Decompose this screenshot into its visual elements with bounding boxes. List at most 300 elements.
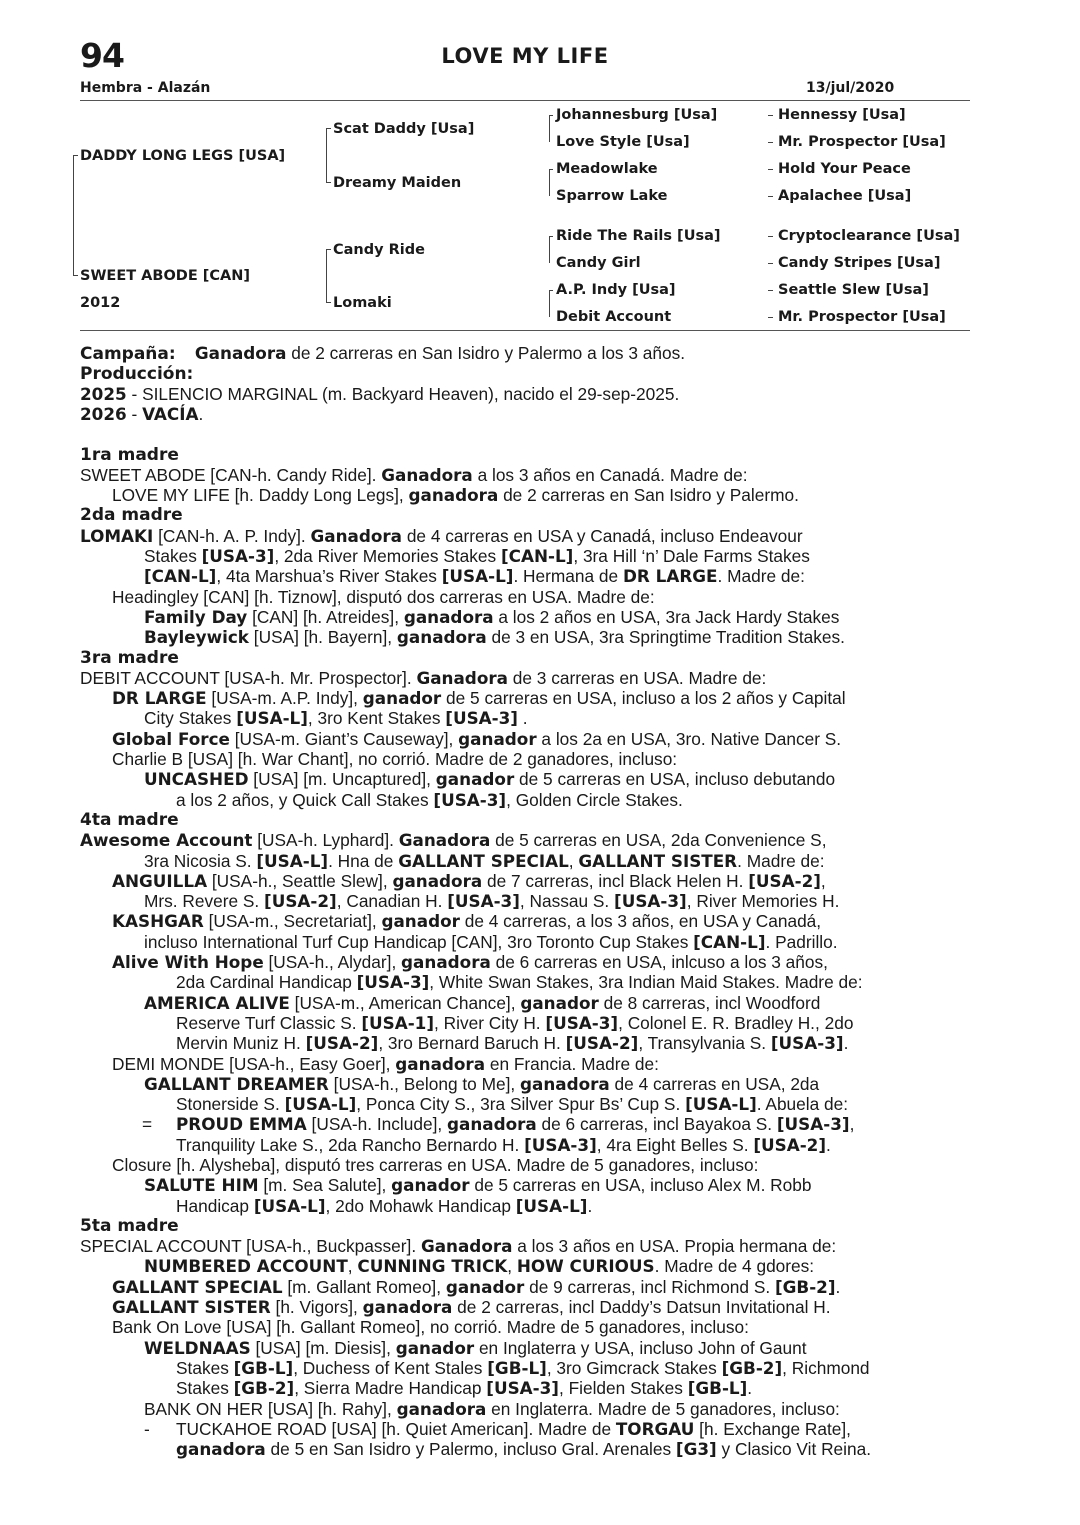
section-2da-madre: 2da madre	[80, 505, 183, 526]
text-span: Stakes	[144, 546, 202, 567]
text-span: [USA-h. Include],	[306, 1114, 447, 1135]
bold-text: [USA-L]	[515, 1195, 588, 1216]
bold-text: [USA-L]	[441, 566, 514, 587]
text-span: [USA-m. A.P. Indy],	[206, 688, 363, 709]
bold-text: [G3]	[675, 1439, 717, 1460]
text-line	[80, 546, 975, 566]
bold-text: LOMAKI	[80, 525, 154, 546]
text-span: Mervin Muniz H.	[176, 1033, 306, 1054]
pedigree-top-rule	[80, 100, 970, 101]
marker: =	[142, 1114, 153, 1135]
text-span: [USA-h. Lyphard].	[252, 830, 399, 851]
text-line	[80, 668, 975, 688]
text-span: incluso International Turf Cup Handicap [CAN], 3ro Toronto Cup Stakes	[144, 931, 694, 952]
section-4ta-madre: 4ta madre	[80, 809, 179, 830]
text-span: LOVE MY LIFE [h. Daddy Long Legs],	[112, 485, 409, 506]
bold-text: [USA-L]	[284, 1094, 357, 1115]
foaling-year: 2012	[80, 295, 121, 311]
text-line	[80, 1175, 975, 1195]
text-span: [CAN-h. A. P. Indy].	[153, 525, 311, 546]
text-span: de 5 carreras en USA, incluso debutando	[514, 769, 836, 790]
text-span: de 5 carreras en USA, incluso a los 2 años y Capital	[441, 688, 846, 709]
dam-sire: Candy Ride	[333, 242, 425, 258]
text-span: Stakes	[176, 1357, 234, 1378]
g3-name: Love Style [Usa]	[556, 134, 690, 150]
text-line	[80, 1277, 975, 1297]
bold-text: [USA-3]	[524, 1134, 597, 1155]
production-2025	[80, 384, 975, 404]
bold-text: [USA-L]	[236, 708, 308, 729]
dash-mark	[768, 263, 773, 264]
bold-text: [USA-2]	[264, 891, 337, 912]
text-span: a los 2 años, y Quick Call Stakes	[176, 789, 434, 810]
text-span: ,	[347, 1256, 358, 1277]
text-line	[80, 1114, 975, 1134]
bold-text: ganadora	[396, 627, 487, 648]
text-span: , 3ra Hill ‘n’ Dale Farms Stakes	[573, 546, 810, 567]
bold-text: [GB-L]	[233, 1357, 294, 1378]
text-span: [USA] [m. Diesis],	[250, 1337, 396, 1358]
bold-text: ganadora	[401, 952, 491, 973]
bold-text: [USA-3]	[433, 789, 507, 810]
bold-text: PROUD EMMA	[176, 1114, 307, 1135]
text-line	[80, 790, 975, 810]
bracket-tick	[549, 290, 553, 291]
bold-text: CUNNING TRICK	[357, 1256, 508, 1277]
text-span: de 2 carreras en San Isidro y Palermo.	[498, 485, 799, 506]
bold-text: DR LARGE	[622, 566, 718, 587]
text-span: de 4 carreras en USA, 2da	[609, 1073, 820, 1094]
text-span: ,	[507, 1256, 517, 1277]
g3-name: Sparrow Lake	[556, 188, 668, 204]
text-line	[80, 1013, 975, 1033]
text-span: de 4 carreras, a los 3 años, en USA y Canadá,	[459, 911, 822, 932]
bracket-tick	[326, 249, 331, 250]
bold-text: ganador	[381, 911, 460, 932]
text-span: .	[835, 1276, 841, 1297]
pedigree-bottom-rule	[80, 330, 970, 331]
dash-mark	[768, 196, 773, 197]
bold-text: UNCASHED	[144, 769, 249, 790]
bold-text: ganadora	[403, 606, 494, 627]
bold-text: [GB-2]	[774, 1276, 836, 1297]
bold-text: [CAN-L]	[500, 546, 574, 567]
text-line	[80, 1256, 975, 1276]
text-span: Headingley [CAN] [h. Tiznow], disputó dos carreras en USA. Madre de:	[112, 586, 655, 607]
bold-text: Ganadora	[381, 464, 473, 485]
dash-mark	[768, 290, 773, 291]
text-span: Bank On Love [USA] [h. Gallant Romeo], no corrió. Madre de 5 ganadores, incluso:	[112, 1317, 749, 1338]
text-span: , Fielden Stakes	[558, 1378, 688, 1399]
catalog-text	[80, 343, 975, 1459]
text-span: [m. Sea Salute],	[258, 1175, 392, 1196]
text-span: de 5 carreras en USA, 2da Convenience S,	[490, 830, 827, 851]
text-line	[80, 1135, 975, 1155]
sex-color: Hembra - Alazán	[80, 80, 211, 96]
text-line	[80, 1196, 975, 1216]
bold-text: Ganadora	[416, 667, 508, 688]
gen3-bracket	[549, 169, 550, 196]
text-span: de 3 en USA, 3ra Springtime Tradition Stakes.	[486, 627, 845, 648]
g3-name: Ride The Rails [Usa]	[556, 228, 721, 244]
text-line	[80, 952, 975, 972]
bold-text: ganadora	[520, 1073, 610, 1094]
bold-text: [GB-L]	[487, 1357, 547, 1378]
gen2-bracket	[326, 249, 327, 302]
text-span: Tranquility Lake S., 2da Rancho Bernardo H.	[176, 1134, 525, 1155]
g4-name: Hennessy [Usa]	[778, 107, 906, 123]
bold-text: Family Day	[144, 606, 248, 627]
text-span: . Madre de:	[737, 850, 825, 871]
text-span: SPECIAL ACCOUNT [USA-h., Buckpasser].	[80, 1236, 421, 1257]
text-span: ,	[849, 1114, 855, 1135]
text-line	[80, 749, 975, 769]
campaign-label: Campaña:	[80, 344, 176, 364]
bold-text: Ganadora	[398, 830, 491, 851]
text-span: a los 3 años en Canadá. Madre de:	[472, 464, 748, 485]
text-span: de 3 carreras en USA. Madre de:	[507, 667, 767, 688]
text-line	[80, 708, 975, 728]
text-span: , Sierra Madre Handicap	[294, 1378, 487, 1399]
production-year: 2025	[80, 384, 127, 404]
text-span: , 2do Mohawk Handicap	[325, 1195, 516, 1216]
bold-text: [USA-L]	[685, 1094, 757, 1115]
text-line	[80, 1419, 975, 1439]
text-span: , Ponca City S., 3ra Silver Spur Bs’ Cup S.	[356, 1094, 686, 1115]
bold-text: [USA-L]	[253, 1195, 326, 1216]
text-line	[80, 1094, 975, 1114]
bold-text: [CAN-L]	[693, 931, 766, 952]
production-2026	[80, 404, 975, 424]
bold-text: ganadora	[446, 1114, 537, 1135]
marker: -	[144, 1418, 150, 1439]
text-span: [USA-m., American Chance],	[289, 992, 521, 1013]
text-span: , 2da River Memories Stakes	[274, 546, 501, 567]
bold-text: ganadora	[176, 1439, 266, 1460]
text-span: .	[826, 1134, 831, 1155]
g3-name: Meadowlake	[556, 161, 658, 177]
text-span: , Golden Circle Stakes.	[506, 789, 683, 810]
text-span: . Madre de:	[717, 566, 805, 587]
text-span: .	[747, 1378, 753, 1399]
bold-text: [USA-3]	[445, 708, 518, 729]
text-span: . Abuela de:	[756, 1094, 849, 1115]
text-span: .	[843, 1033, 849, 1054]
text-span: DEMI MONDE [USA-h., Easy Goer],	[112, 1053, 396, 1074]
g4-name: Apalachee [Usa]	[778, 188, 912, 204]
text-span: a los 2 años en USA, 3ra Jack Hardy Stakes	[493, 606, 840, 627]
dash-mark	[768, 115, 773, 116]
bold-text: SALUTE HIM	[144, 1175, 259, 1196]
text-line	[80, 485, 975, 505]
text-span: [USA-h., Alydar],	[263, 952, 402, 973]
text-span: Mrs. Revere S.	[144, 891, 265, 912]
production-label: Producción:	[80, 364, 194, 384]
text-span: Stonerside S.	[176, 1094, 285, 1115]
text-span: y Clasico Vit Reina.	[716, 1439, 872, 1460]
text-span: ,	[568, 850, 579, 871]
bold-text: [CAN-L]	[144, 566, 217, 587]
production-text: -	[126, 404, 143, 425]
bold-text: KASHGAR	[112, 911, 204, 932]
text-span: . Hermana de	[513, 566, 623, 587]
bold-text: ganadora	[362, 1297, 453, 1318]
campaign-line	[80, 343, 975, 364]
text-line	[80, 1236, 975, 1256]
bold-text: Alive With Hope	[112, 952, 264, 973]
text-line	[80, 729, 975, 749]
text-span: de 6 carreras en USA, inlcuso a los 3 años,	[490, 952, 828, 973]
text-span: de 5 carreras en USA, incluso Alex M. Robb	[469, 1175, 812, 1196]
text-span: a los 2a en USA, 3ro. Native Dancer S.	[536, 728, 842, 749]
bracket-tick	[73, 275, 78, 276]
bold-text: ganador	[395, 1337, 475, 1358]
bold-text: NUMBERED ACCOUNT	[144, 1256, 348, 1277]
production-year: 2026	[80, 404, 127, 425]
text-line	[80, 1054, 975, 1074]
text-line	[80, 972, 975, 992]
text-line	[80, 688, 975, 708]
production-text: - SILENCIO MARGINAL (m. Backyard Heaven), nacido el 29-sep-2025.	[126, 384, 680, 404]
bold-text: ganador	[520, 992, 599, 1013]
text-line	[80, 911, 975, 931]
text-span: [USA-h., Belong to Me],	[328, 1073, 520, 1094]
text-line	[80, 607, 975, 627]
bold-text: ganador	[445, 1276, 525, 1297]
bold-text: ganadora	[392, 870, 483, 891]
bold-text: [USA-2]	[565, 1033, 639, 1054]
sire-dam: Dreamy Maiden	[333, 175, 462, 191]
text-line	[80, 1297, 975, 1317]
spacer	[80, 425, 975, 445]
bracket-tick	[73, 155, 78, 156]
text-span: [CAN] [h. Atreides],	[247, 606, 404, 627]
text-span: de 6 carreras, incl Bayakoa S.	[536, 1114, 777, 1135]
text-span: , 4ra Eight Belles S.	[596, 1134, 754, 1155]
bold-text: [USA-2]	[748, 870, 821, 891]
bold-text: WELDNAAS	[144, 1337, 251, 1358]
bold-text: [USA-3]	[486, 1378, 559, 1399]
bold-text: GALLANT SISTER	[578, 850, 738, 871]
text-span: , River City H.	[434, 1012, 546, 1033]
bold-text: [USA-1]	[361, 1012, 435, 1033]
text-line	[80, 871, 975, 891]
bold-text: GALLANT DREAMER	[144, 1073, 329, 1094]
g3-name: A.P. Indy [Usa]	[556, 282, 676, 298]
text-span: , Colonel E. R. Bradley H., 2do	[618, 1012, 854, 1033]
bracket-tick	[549, 115, 553, 116]
bold-text: [USA-3]	[201, 546, 275, 567]
g4-name: Cryptoclearance [Usa]	[778, 228, 960, 244]
text-line	[80, 526, 975, 546]
text-span: . Padrillo.	[765, 931, 838, 952]
bold-text: ganador	[435, 769, 515, 790]
text-span: , Duchess of Kent Stales	[293, 1357, 488, 1378]
bold-text: [USA-2]	[753, 1134, 827, 1155]
text-span: de 7 carreras, incl Black Helen H.	[482, 870, 749, 891]
bold-text: [USA-2]	[305, 1033, 379, 1054]
bold-text: ganador	[362, 688, 442, 709]
dam-dam: Lomaki	[333, 295, 392, 311]
g4-name: Mr. Prospector [Usa]	[778, 134, 946, 150]
section-3ra-madre: 3ra madre	[80, 647, 179, 668]
section-1ra-madre: 1ra madre	[80, 444, 179, 465]
horse-name: LOVE MY LIFE	[441, 44, 609, 68]
bold-text: Bayleywick	[144, 627, 249, 648]
text-span: [USA-m., Secretariat],	[203, 911, 382, 932]
text-span: , Richmond	[782, 1357, 870, 1378]
bold-text: [GB-2]	[721, 1357, 783, 1378]
bold-text: [USA-3]	[776, 1114, 850, 1135]
text-line	[80, 1317, 975, 1337]
text-span: de 4 carreras en USA y Canadá, incluso Endeavour	[402, 525, 803, 546]
text-span: de 2 carreras, incl Daddy’s Datsun Invitational H.	[452, 1297, 831, 1318]
text-span: , 4ta Marshua’s River Stakes	[216, 566, 442, 587]
text-line	[80, 627, 975, 647]
sire-sire: Scat Daddy [Usa]	[333, 121, 475, 137]
text-span: [m. Gallant Romeo],	[282, 1276, 446, 1297]
text-line	[80, 566, 975, 586]
text-line	[80, 1155, 975, 1175]
bold-text: [GB-2]	[233, 1378, 295, 1399]
text-span: DEBIT ACCOUNT [USA-h. Mr. Prospector].	[80, 667, 417, 688]
text-span: de 5 en San Isidro y Palermo, incluso Gral. Arenales	[265, 1439, 676, 1460]
g4-name: Candy Stripes [Usa]	[778, 255, 941, 271]
bold-text: GALLANT SPECIAL	[398, 850, 569, 871]
text-span: Reserve Turf Classic S.	[176, 1012, 362, 1033]
text-span: , Canadian H.	[336, 891, 448, 912]
production-status: VACÍA	[142, 404, 199, 425]
bold-text: [GB-L]	[687, 1378, 748, 1399]
text-span: [h. Exchange Rate],	[694, 1418, 851, 1439]
text-line	[80, 769, 975, 789]
text-span: 3ra Nicosia S.	[144, 850, 257, 871]
text-span: ,	[820, 870, 826, 891]
bold-text: [USA-3]	[447, 891, 520, 912]
text-span: [USA-m. Giant’s Causeway],	[229, 728, 459, 749]
text-span: , Transylvania S.	[638, 1033, 771, 1054]
text-span: . Hna de	[328, 850, 399, 871]
bold-text: DR LARGE	[112, 688, 207, 709]
bold-text: AMERICA ALIVE	[144, 992, 290, 1013]
bold-text: Ganadora	[420, 1236, 513, 1257]
text-line	[80, 1399, 975, 1419]
text-line	[80, 465, 975, 485]
text-line	[80, 1074, 975, 1094]
gen3-bracket	[549, 290, 550, 317]
text-line	[80, 932, 975, 952]
text-span: . Madre de 4 gdores:	[654, 1256, 815, 1277]
bold-text: HOW CURIOUS	[516, 1256, 655, 1277]
g4-name: Seattle Slew [Usa]	[778, 282, 929, 298]
text-span: [USA] [m. Uncaptured],	[248, 769, 436, 790]
g3-name: Debit Account	[556, 309, 672, 325]
g3-name: Candy Girl	[556, 255, 641, 271]
bold-text: [USA-L]	[256, 850, 329, 871]
text-line	[80, 587, 975, 607]
text-span: en Inglaterra y USA, incluso John of Gaunt	[474, 1337, 807, 1358]
campaign-win: Ganadora	[194, 343, 287, 363]
text-span: Closure [h. Alysheba], disputó tres carreras en USA. Madre de 5 ganadores, incluso:	[112, 1154, 759, 1175]
text-span: a los 3 años en USA. Propia hermana de:	[512, 1236, 837, 1257]
g4-name: Hold Your Peace	[778, 161, 911, 177]
text-span: Charlie B [USA] [h. War Chant], no corrió. Madre de 2 ganadores, incluso:	[112, 749, 678, 770]
text-span: .	[517, 708, 528, 729]
bold-text: ganadora	[395, 1053, 486, 1074]
production-text: .	[198, 404, 204, 425]
birth-date: 13/jul/2020	[806, 80, 895, 96]
bold-text: ganador	[391, 1175, 470, 1196]
gen2-bracket	[326, 128, 327, 182]
g4-name: Mr. Prospector [Usa]	[778, 309, 946, 325]
bold-text: [USA-3]	[614, 891, 687, 912]
text-span: , Nassau S.	[519, 891, 615, 912]
dash-mark	[768, 142, 773, 143]
bracket-tick	[549, 236, 553, 237]
text-span: de 9 carreras, incl Richmond S.	[524, 1276, 775, 1297]
text-span: [h. Vigors],	[270, 1297, 363, 1318]
text-line	[80, 1338, 975, 1358]
text-span: , White Swan Stakes, 3ra Indian Maid Stakes. Madre de:	[429, 972, 863, 993]
bold-text: [USA-3]	[545, 1012, 619, 1033]
bold-text: Awesome Account	[80, 830, 253, 851]
text-span: en Inglaterra. Madre de 5 ganadores, incluso:	[486, 1398, 840, 1419]
section-5ta-madre: 5ta madre	[80, 1215, 179, 1236]
campaign-text: de 2 carreras en San Isidro y Palermo a los 3 años.	[286, 343, 686, 363]
g3-name: Johannesburg [Usa]	[556, 107, 718, 123]
text-span: en Francia. Madre de:	[485, 1053, 659, 1074]
text-span: Handicap	[176, 1195, 254, 1216]
gen1-bracket	[73, 155, 74, 275]
bold-text: ANGUILLA	[112, 870, 208, 891]
dash-mark	[768, 169, 773, 170]
text-line	[80, 830, 975, 850]
text-line	[80, 891, 975, 911]
bold-text: ganadora	[396, 1398, 487, 1419]
bold-text: GALLANT SPECIAL	[112, 1276, 283, 1297]
bold-text: [USA-3]	[356, 972, 430, 993]
text-span: SWEET ABODE [CAN-h. Candy Ride].	[80, 464, 382, 485]
bracket-tick	[326, 182, 331, 183]
gen3-bracket	[549, 115, 550, 142]
text-span: City Stakes	[144, 708, 237, 729]
bracket-tick	[326, 302, 331, 303]
text-line	[80, 1358, 975, 1378]
bold-text: Global Force	[112, 728, 230, 749]
text-line	[80, 1378, 975, 1398]
bracket-tick	[326, 128, 331, 129]
text-line	[80, 1033, 975, 1053]
text-span: Stakes	[176, 1378, 234, 1399]
text-span: , River Memories H.	[686, 891, 840, 912]
bold-text: GALLANT SISTER	[112, 1297, 271, 1318]
text-line	[80, 851, 975, 871]
text-span: de 8 carreras, incl Woodford	[598, 992, 821, 1013]
text-line	[80, 993, 975, 1013]
text-span: 2da Cardinal Handicap	[176, 972, 357, 993]
dash-mark	[768, 236, 773, 237]
text-span: BANK ON HER [USA] [h. Rahy],	[144, 1398, 397, 1419]
text-span: , 3ro Kent Stakes	[307, 708, 446, 729]
bold-text: TORGAU	[615, 1418, 695, 1439]
sire: DADDY LONG LEGS [USA]	[80, 148, 286, 164]
bracket-tick	[549, 169, 553, 170]
dash-mark	[768, 317, 773, 318]
dam: SWEET ABODE [CAN]	[80, 268, 251, 284]
bold-text: ganadora	[408, 485, 499, 506]
text-span: [USA] [h. Bayern],	[248, 627, 397, 648]
gen3-bracket	[549, 236, 550, 263]
